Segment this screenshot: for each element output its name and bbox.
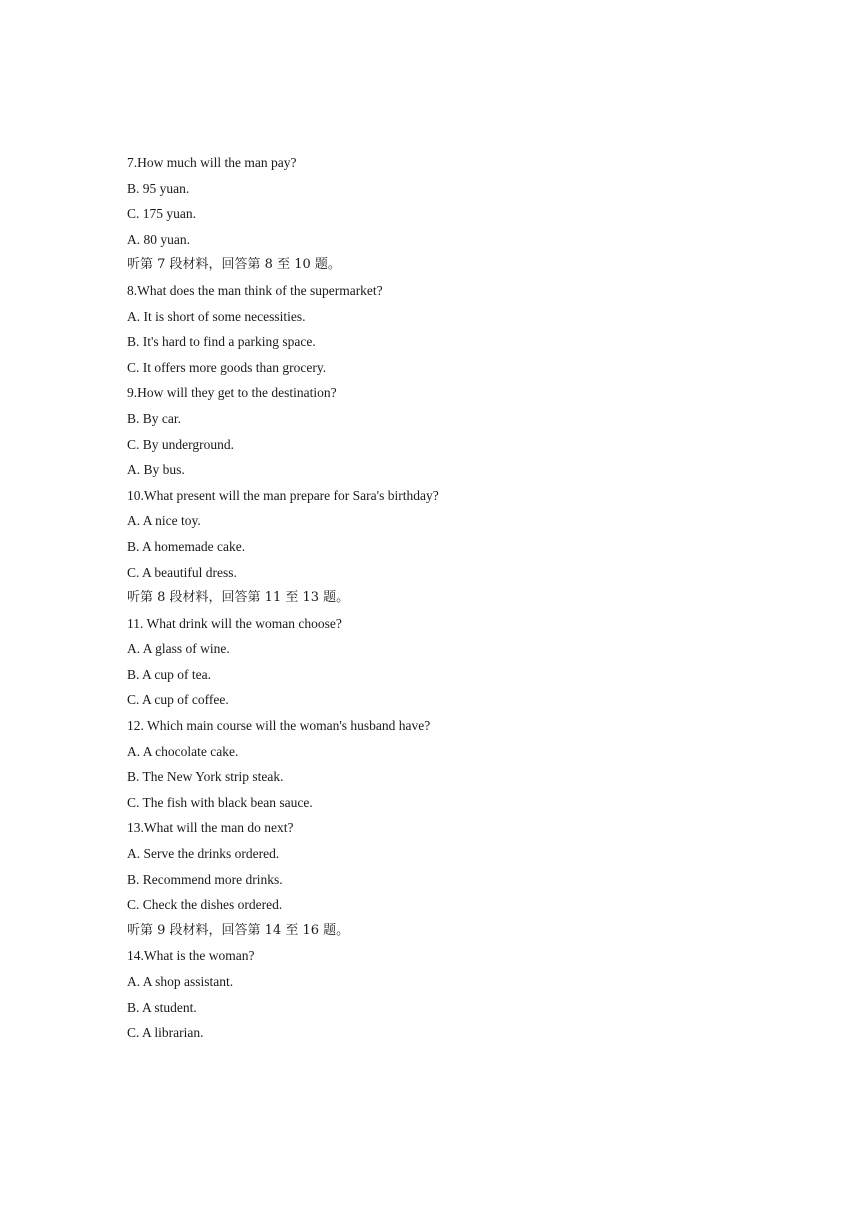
answer-option: B. It's hard to find a parking space. <box>127 334 316 350</box>
answer-option: C. A librarian. <box>127 1025 204 1041</box>
answer-option: B. A cup of tea. <box>127 666 211 682</box>
question-text: 9.How will they get to the destination? <box>127 385 337 401</box>
answer-option: B. By car. <box>127 410 181 426</box>
question-text: 12. Which main course will the woman's husband have? <box>127 718 431 734</box>
answer-option: B. Recommend more drinks. <box>127 871 283 887</box>
answer-option: A. A shop assistant. <box>127 974 234 989</box>
answer-option: C. Check the dishes ordered. <box>127 897 283 913</box>
answer-option: A. It is short of some necessities. <box>127 308 306 324</box>
answer-option: A. A glass of wine. <box>127 641 230 657</box>
answer-option: C. 175 yuan. <box>127 206 196 222</box>
question-text: 8.What does the man think of the supermarket? <box>127 282 383 298</box>
answer-option: B. A student. <box>127 999 197 1015</box>
question-text: 14.What is the woman? <box>127 948 255 964</box>
answer-option: C. A beautiful dress. <box>127 564 237 580</box>
document-page <box>127 150 807 1046</box>
answer-option: A. By bus. <box>127 462 185 478</box>
answer-option: C. A cup of coffee. <box>127 692 229 708</box>
section-instruction: 听第 7 段材料，回答第 8 至 10 题。 <box>127 257 341 273</box>
answer-option: A. 80 yuan. <box>127 231 190 247</box>
section-instruction: 听第 8 段材料，回答第 11 至 13 题。 <box>127 590 350 606</box>
answer-option: A. Serve the drinks ordered. <box>127 846 280 862</box>
answer-option: A. A nice toy. <box>127 513 201 529</box>
section-instruction: 听第 9 段材料，回答第 14 至 16 题。 <box>127 922 350 938</box>
answer-option: C. It offers more goods than grocery. <box>127 359 327 375</box>
question-text: 11. What drink will the woman choose? <box>127 615 342 631</box>
answer-option: C. By underground. <box>127 436 234 452</box>
answer-option: B. A homemade cake. <box>127 538 246 554</box>
answer-option: A. A chocolate cake. <box>127 743 239 759</box>
answer-option: B. The New York strip steak. <box>127 769 284 785</box>
question-text: 7.How much will the man pay? <box>127 155 297 170</box>
question-text: 13.What will the man do next? <box>127 820 294 836</box>
answer-option: C. The fish with black bean sauce. <box>127 794 313 810</box>
question-text: 10.What present will the man prepare for Sara's birthday? <box>127 487 439 503</box>
answer-option: B. 95 yuan. <box>127 180 190 196</box>
